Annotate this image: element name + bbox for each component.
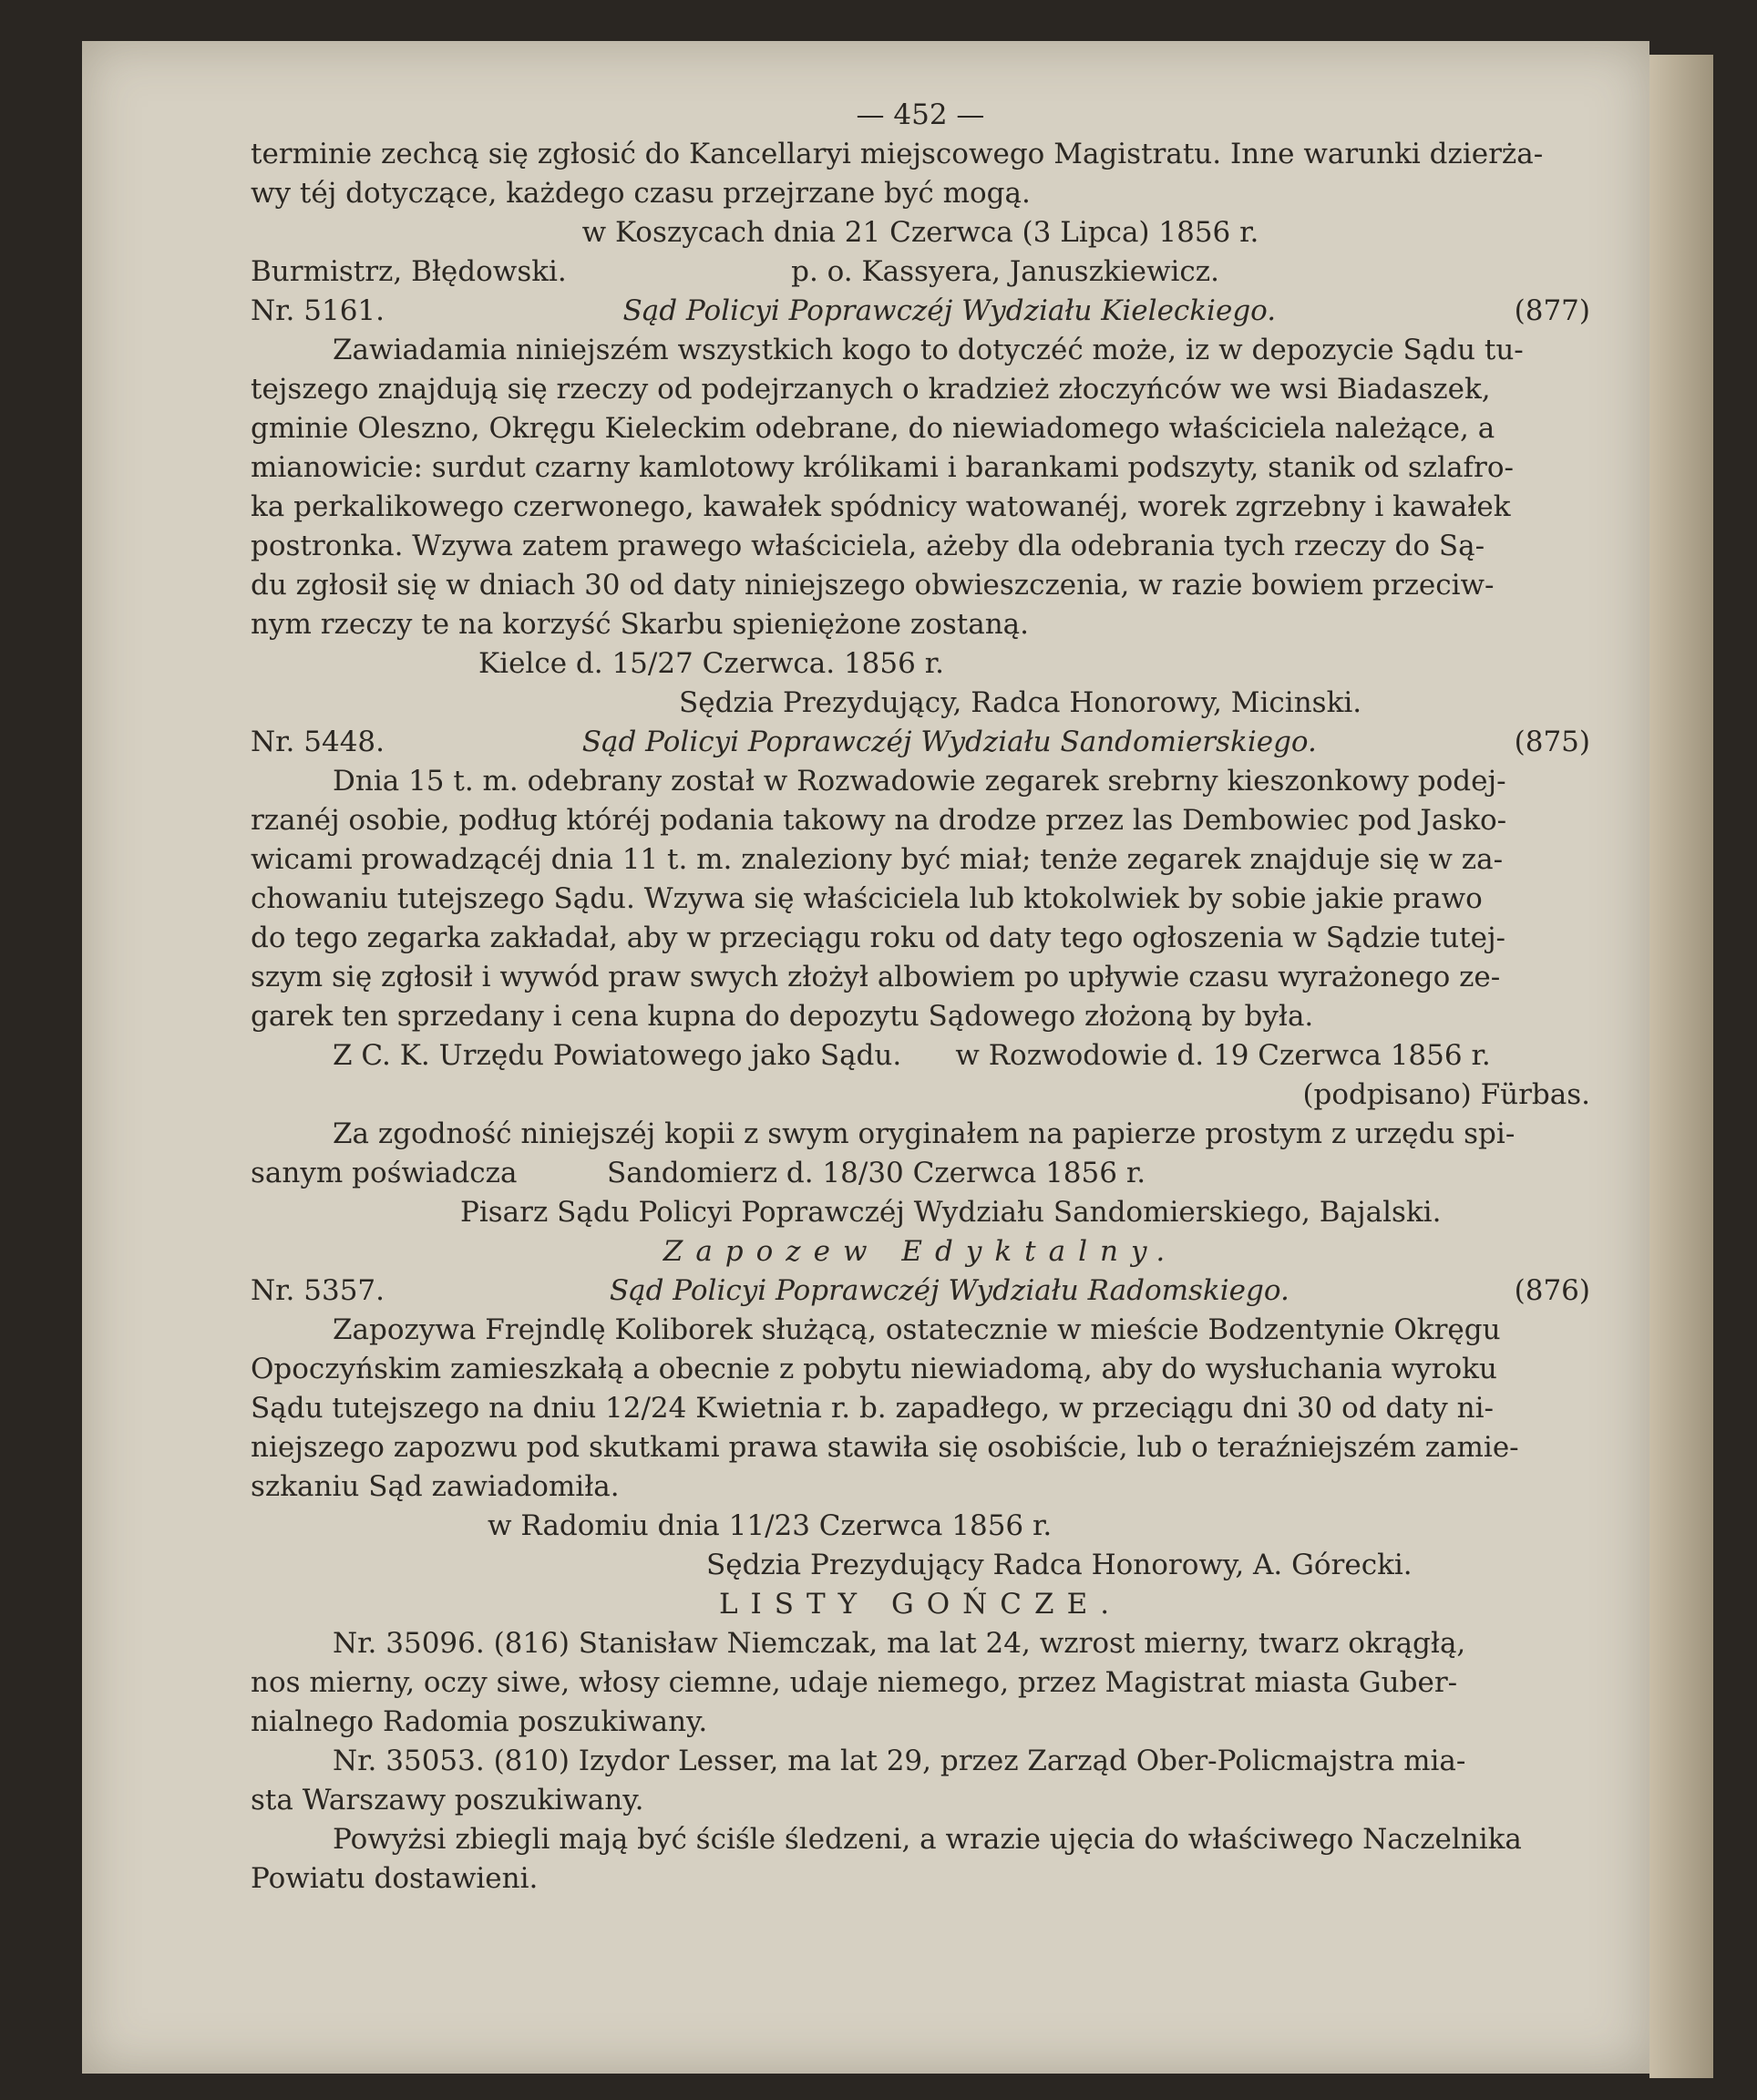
- text-line: Opoczyńskim zamieszkałą a obecnie z pobytu niewiadomą, aby do wysłuchania wyroku: [251, 1353, 1497, 1385]
- date-line: w Radomiu dnia 11/23 Czerwca 1856 r.: [488, 1509, 1053, 1542]
- date-line: Z C. K. Urzędu Powiatowego jako Sądu. w Rozwodowie d. 19 Czerwca 1856 r.: [333, 1039, 1491, 1072]
- text-line: ka perkalikowego czerwonego, kawałek spódnicy watowanéj, worek zgrzebny i kawałek: [251, 490, 1511, 523]
- notice-header: [251, 292, 1590, 331]
- signature-line: Sędzia Prezydujący, Radca Honorowy, Micinski.: [679, 686, 1362, 719]
- court-name: Sąd Policyi Poprawczéj Wydziału Sandomierskiego.: [581, 726, 1317, 758]
- text-line: sta Warszawy poszukiwany.: [251, 1784, 644, 1817]
- text-line: wy téj dotyczące, każdego czasu przejrzane być mogą.: [251, 177, 1031, 210]
- text-line: Dnia 15 t. m. odebrany został w Rozwadowie zegarek srebrny kieszonkowy podej-: [333, 765, 1506, 798]
- signed-line: (podpisano) Fürbas.: [1302, 1078, 1590, 1111]
- text-line: Powyżsi zbiegli mają być ściśle śledzeni, a wrazie ujęcia do właściwego Naczelnika: [333, 1823, 1522, 1856]
- notice-ref: (875): [1514, 726, 1590, 758]
- court-name: Sąd Policyi Poprawczéj Wydziału Radomskiego.: [609, 1274, 1289, 1307]
- text-line: chowaniu tutejszego Sądu. Wzywa się właściciela lub ktokolwiek by sobie jakie prawo: [251, 882, 1483, 915]
- text-line: Zawiadamia niniejszém wszystkich kogo to dotyczéć może, iz w depozycie Sądu tu-: [333, 334, 1524, 366]
- text-line: niejszego zapozwu pod skutkami prawa stawiła się osobiście, lub o teraźniejszém zamie-: [251, 1431, 1519, 1464]
- text-line: nialnego Radomia poszukiwany.: [251, 1705, 708, 1738]
- text-line: Sądu tutejszego na dniu 12/24 Kwietnia r. b. zapadłego, w przeciągu dni 30 od daty ni-: [251, 1392, 1494, 1425]
- text-line: nos mierny, oczy siwe, włosy ciemne, udaje niemego, przez Magistrat miasta Guber-: [251, 1666, 1458, 1699]
- page-edge: [1649, 55, 1713, 2078]
- section-heading: LISTY GOŃCZE.: [718, 1588, 1123, 1621]
- notice-ref: (876): [1514, 1274, 1590, 1307]
- notice-number: Nr. 5161.: [251, 294, 385, 327]
- text-line: mianowicie: surdut czarny kamlotowy królikami i barankami podszyty, stanik od szlafro-: [251, 451, 1514, 484]
- text-line: do tego zegarka zakładał, aby w przeciągu roku od daty tego ogłoszenia w Sądzie tutej-: [251, 921, 1506, 954]
- text-line: wicami prowadzącéj dnia 11 t. m. znaleziony być miał; tenże zegarek znajduje się w za-: [251, 843, 1504, 876]
- signature-line: Burmistrz, Błędowski. p. o. Kassyera, Januszkiewicz.: [251, 255, 1219, 288]
- signature-line: Pisarz Sądu Policyi Poprawczéj Wydziału Sandomierskiego, Bajalski.: [460, 1196, 1442, 1229]
- page-number: — 452 —: [856, 98, 985, 131]
- notice-ref: (877): [1514, 294, 1590, 327]
- notice-number: Nr. 5357.: [251, 1274, 385, 1307]
- text-line: tejszego znajdują się rzeczy od podejrzanych o kradzież złoczyńców we wsi Biadaszek,: [251, 373, 1491, 406]
- text-line: nym rzeczy te na korzyść Skarbu spieniężone zostaną.: [251, 608, 1030, 641]
- text-line: Zapozywa Frejndlę Koliborek służącą, ostatecznie w mieście Bodzentynie Okręgu: [333, 1313, 1501, 1346]
- court-name: Sąd Policyi Poprawczéj Wydziału Kieleckiego.: [622, 294, 1277, 327]
- notice-header: [251, 1271, 1590, 1311]
- document-text: [251, 96, 1590, 1899]
- text-line: rzanéj osobie, podług któréj podania takowy na drodze przez las Dembowiec pod Jasko-: [251, 804, 1507, 837]
- date-line: Kielce d. 15/27 Czerwca. 1856 r.: [478, 647, 944, 680]
- text-line: terminie zechcą się zgłosić do Kancellaryi miejscowego Magistratu. Inne warunki dzierża-: [251, 138, 1544, 170]
- text-line: szym się zgłosił i wywód praw swych złożył albowiem po upływie czasu wyrażonego ze-: [251, 961, 1501, 993]
- text-line: sanym poświadcza Sandomierz d. 18/30 Czerwca 1856 r.: [251, 1157, 1146, 1189]
- date-line: w Koszycach dnia 21 Czerwca (3 Lipca) 1856 r.: [581, 216, 1259, 249]
- text-line: garek ten sprzedany i cena kupna do depozytu Sądowego złożoną by była.: [251, 1000, 1314, 1033]
- notice-number: Nr. 5448.: [251, 726, 385, 758]
- text-line: du zgłosił się w dniach 30 od daty niniejszego obwieszczenia, w razie bowiem przeciw-: [251, 569, 1495, 602]
- text-line: Nr. 35096. (816) Stanisław Niemczak, ma lat 24, wzrost mierny, twarz okrągłą,: [333, 1627, 1466, 1660]
- text-line: Powiatu dostawieni.: [251, 1862, 539, 1895]
- text-line: gminie Oleszno, Okręgu Kieleckim odebrane, do niewiadomego właściciela należące, a: [251, 412, 1495, 445]
- section-heading: Zapozew Edyktalny.: [663, 1235, 1178, 1268]
- text-line: Nr. 35053. (810) Izydor Lesser, ma lat 29, przez Zarząd Ober-Policmajstra mia-: [333, 1745, 1466, 1777]
- text-line: szkaniu Sąd zawiadomiła.: [251, 1470, 620, 1503]
- signature-line: Sędzia Prezydujący Radca Honorowy, A. Górecki.: [706, 1549, 1413, 1581]
- text-line: Za zgodność niniejszéj kopii z swym oryginałem na papierze prostym z urzędu spi-: [333, 1117, 1516, 1150]
- text-line: postronka. Wzywa zatem prawego właściciela, ażeby dla odebrania tych rzeczy do Są-: [251, 530, 1485, 562]
- notice-header: [251, 723, 1590, 762]
